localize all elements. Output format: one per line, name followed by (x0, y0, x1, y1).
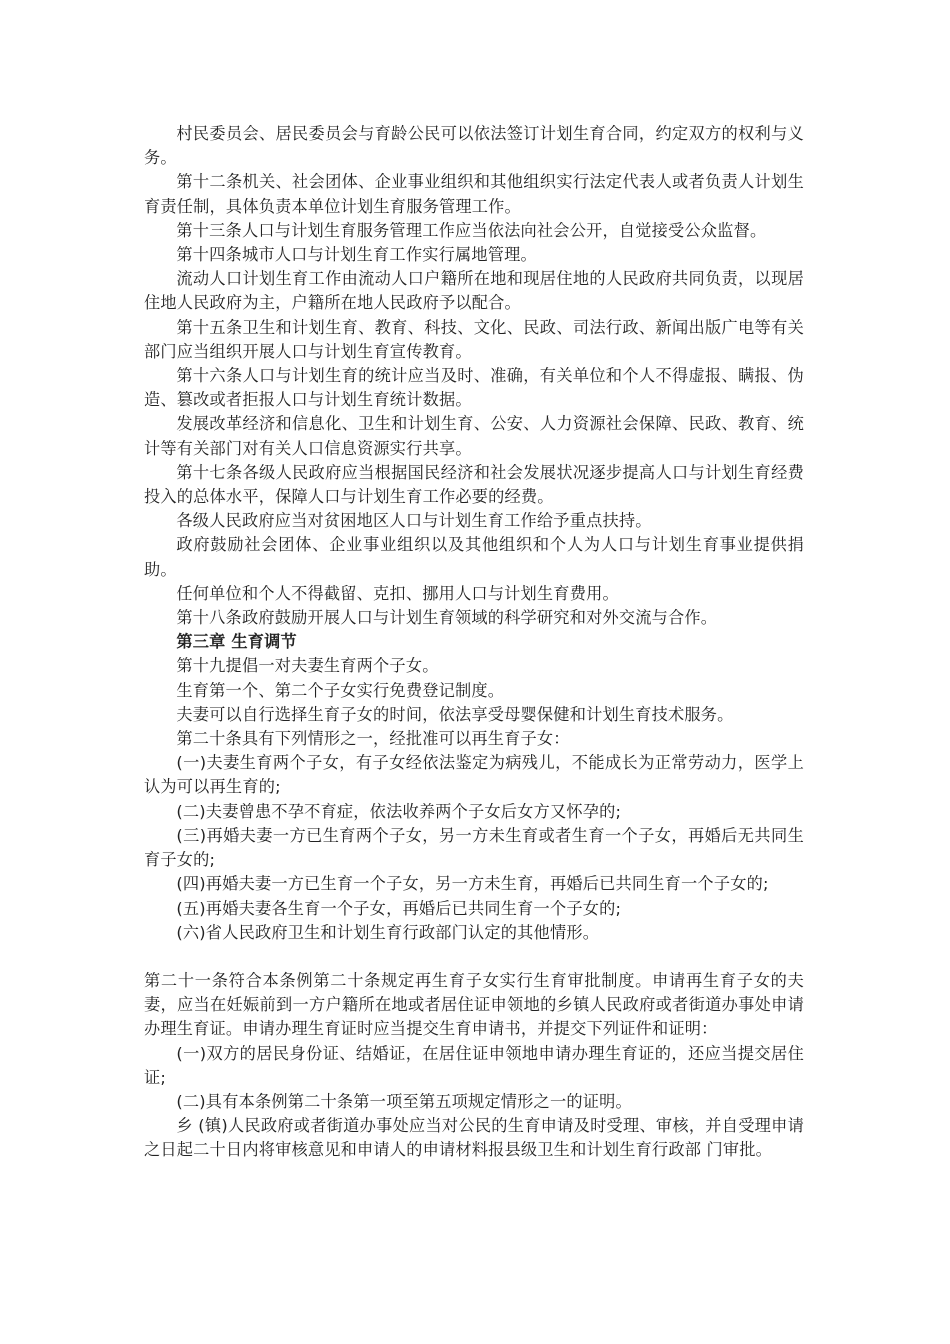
paragraph: 第十六条人口与计划生育的统计应当及时、准确，有关单位和个人不得虚报、瞒报、伪造、篡改或者拒报人口与计划生育统计数据。 (144, 366, 804, 410)
paragraph: 第十九提倡一对夫妻生育两个子女。 (176, 656, 439, 676)
paragraph: 夫妻可以自行选择生育子女的时间，依法享受母婴保健和计划生育技术服务。 (176, 704, 734, 724)
paragraph: 第二十条具有下列情形之一，经批准可以再生育子女： (176, 729, 570, 749)
paragraph: 发展改革经济和信息化、卫生和计划生育、公安、人力资源社会保障、民政、教育、统计等有关部门对有关人口信息资源实行共享。 (144, 414, 804, 458)
paragraph-gap (144, 945, 804, 969)
paragraph: (六)省人民政府卫生和计划生育行政部门认定的其他情形。 (176, 922, 600, 942)
paragraph: (一)夫妻生育两个子女，有子女经依法鉴定为病残儿，不能成长为正常劳动力，医学上认为可以再生育的; (144, 753, 804, 797)
paragraph: 第十四条城市人口与计划生育工作实行属地管理。 (176, 245, 537, 265)
paragraph: (三)再婚夫妻一方已生育两个子女，另一方未生育或者生育一个子女，再婚后无共同生育子女的; (144, 825, 804, 870)
paragraph: 第二十一条符合本条例第二十条规定再生育子女实行生育审批制度。申请再生育子女的夫妻，应当在妊娠前到一方户籍所在地或者居住证申领地的乡镇人民政府或者街道办事处申请办理生育证。申请办理生育证时应当提交生育申请书，并提交下列证件和证明： (144, 970, 804, 1039)
paragraph: 流动人口计划生育工作由流动人口户籍所在地和现居住地的人民政府共同负责，以现居住地人民政府为主，户籍所在地人民政府予以配合。 (144, 269, 804, 313)
document-body (144, 122, 804, 1163)
paragraph: 各级人民政府应当对贫困地区人口与计划生育工作给予重点扶持。 (176, 511, 652, 531)
paragraph: (一)双方的居民身份证、结婚证，在居住证申领地申请办理生育证的，还应当提交居住证; (144, 1043, 804, 1087)
paragraph: (二)夫妻曾患不孕不育症，依法收养两个子女后女方又怀孕的; (176, 801, 622, 821)
paragraph: 乡 (镇)人民政府或者街道办事处应当对公民的生育申请及时受理、审核，并自受理申请之日起二十日内将审核意见和申请人的申请材料报县级卫生和计划生育行政部 门审批。 (144, 1116, 804, 1160)
paragraph: 第十三条人口与计划生育服务管理工作应当依法向社会公开，自觉接受公众监督。 (176, 220, 767, 240)
paragraph: 第十五条卫生和计划生育、教育、科技、文化、民政、司法行政、新闻出版广电等有关部门应当组织开展人口与计划生育宣传教育。 (144, 317, 804, 361)
paragraph: (四)再婚夫妻一方已生育一个子女，另一方未生育，再婚后已共同生育一个子女的; (176, 874, 769, 894)
paragraph: 任何单位和个人不得截留、克扣、挪用人口与计划生育费用。 (176, 583, 619, 603)
chapter-heading: 第三章 生育调节 (176, 632, 297, 652)
paragraph: (五)再婚夫妻各生育一个子女，再婚后已共同生育一个子女的; (176, 898, 622, 918)
paragraph: 政府鼓励社会团体、企业事业组织以及其他组织和个人为人口与计划生育事业提供捐助。 (144, 535, 804, 579)
paragraph: 第十七条各级人民政府应当根据国民经济和社会发展状况逐步提高人口与计划生育经费投入的总体水平，保障人口与计划生育工作必要的经费。 (144, 462, 804, 507)
paragraph: 第十二条机关、社会团体、企业事业组织和其他组织实行法定代表人或者负责人计划生育责任制，具体负责本单位计划生育服务管理工作。 (144, 172, 804, 216)
paragraph: (二)具有本条例第二十条第一项至第五项规定情形之一的证明。 (176, 1091, 632, 1111)
paragraph: 生育第一个、第二个子女实行免费登记制度。 (176, 680, 505, 700)
paragraph: 村民委员会、居民委员会与育龄公民可以依法签订计划生育合同，约定双方的权利与义务。 (144, 124, 804, 168)
paragraph: 第十八条政府鼓励开展人口与计划生育领域的科学研究和对外交流与合作。 (176, 608, 718, 628)
